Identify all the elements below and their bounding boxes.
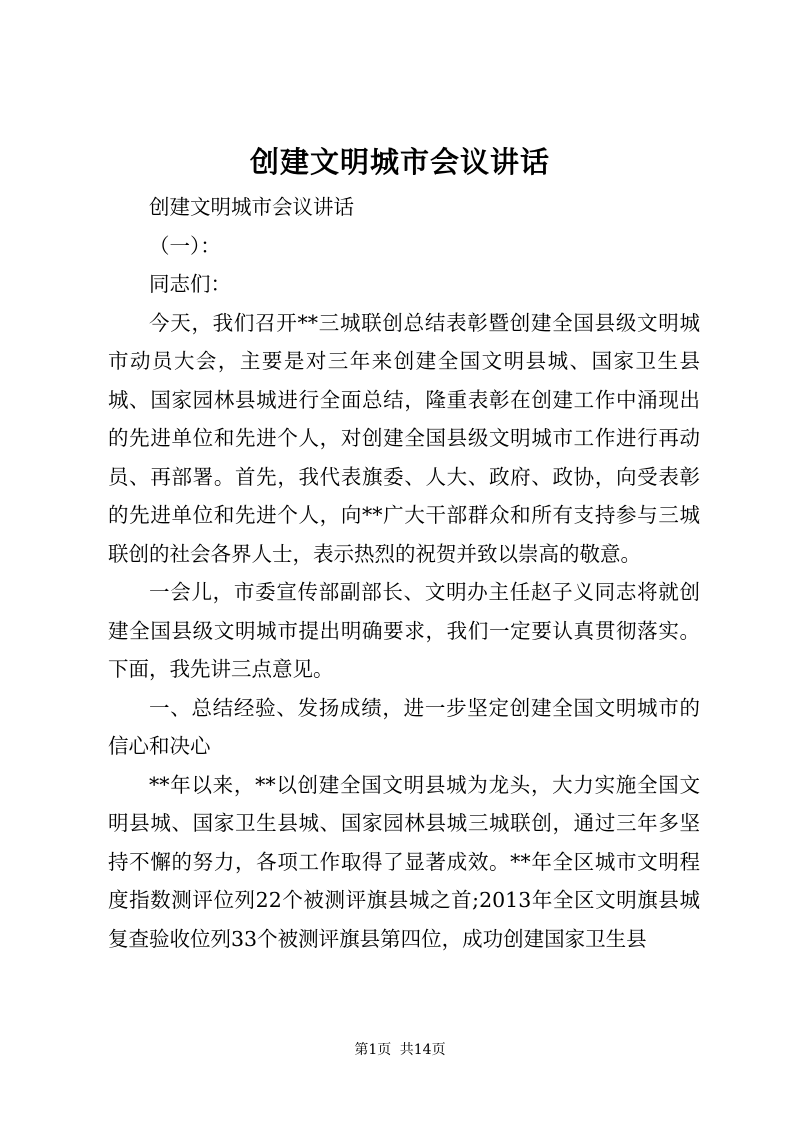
paragraph-subtitle: 创建文明城市会议讲话 xyxy=(149,195,354,219)
paragraph-salutation: 同志们： xyxy=(149,272,231,296)
page-number: 第1页 xyxy=(354,1042,392,1058)
paragraph-intro: 一会儿，市委宣传部副部长、文明办主任赵子义同志将就创建全国县级文明城市提出明确要求，我们一定要认真贯彻落实。下面，我先讲三点意见。 xyxy=(108,580,700,681)
page-total: 共14页 xyxy=(399,1042,446,1058)
page-footer xyxy=(0,1040,800,1060)
paragraph-opening: 今天，我们召开**三城联创总结表彰暨创建全国县级文明城市动员大会，主要是对三年来创建全国文明县城、国家卫生县城、国家园林县城进行全面总结，隆重表彰在创建工作中涌现出的先进单位和先进个人，对创建全国县级文明城市工作进行再动员、再部署。首先，我代表旗委、人大、政府、政协，向受表彰的先进单位和先进个人，向**广大干部群众和所有支持参与三城联创的社会各界人士，表示热烈的祝贺并致以崇高的敬意。 xyxy=(108,310,700,566)
document-body xyxy=(108,188,700,958)
paragraph-section-marker: （一）： xyxy=(149,233,221,258)
document-title: 创建文明城市会议讲话 xyxy=(249,145,550,179)
paragraph-achievements: **年以来，**以创建全国文明县城为龙头，大力实施全国文明县城、国家卫生县城、国家园林县城三城联创，通过三年多坚持不懈的努力，各项工作取得了显著成效。**年全区城市文明程度指数测评位列22个被测评旗县城之首;2013年全区文明旗县城复查验收位列33个被测评旗县第四位，成功创建国家卫生县 xyxy=(108,772,700,951)
paragraph-heading-one: 一、总结经验、发扬成绩，进一步坚定创建全国文明城市的信心和决心 xyxy=(108,695,700,758)
